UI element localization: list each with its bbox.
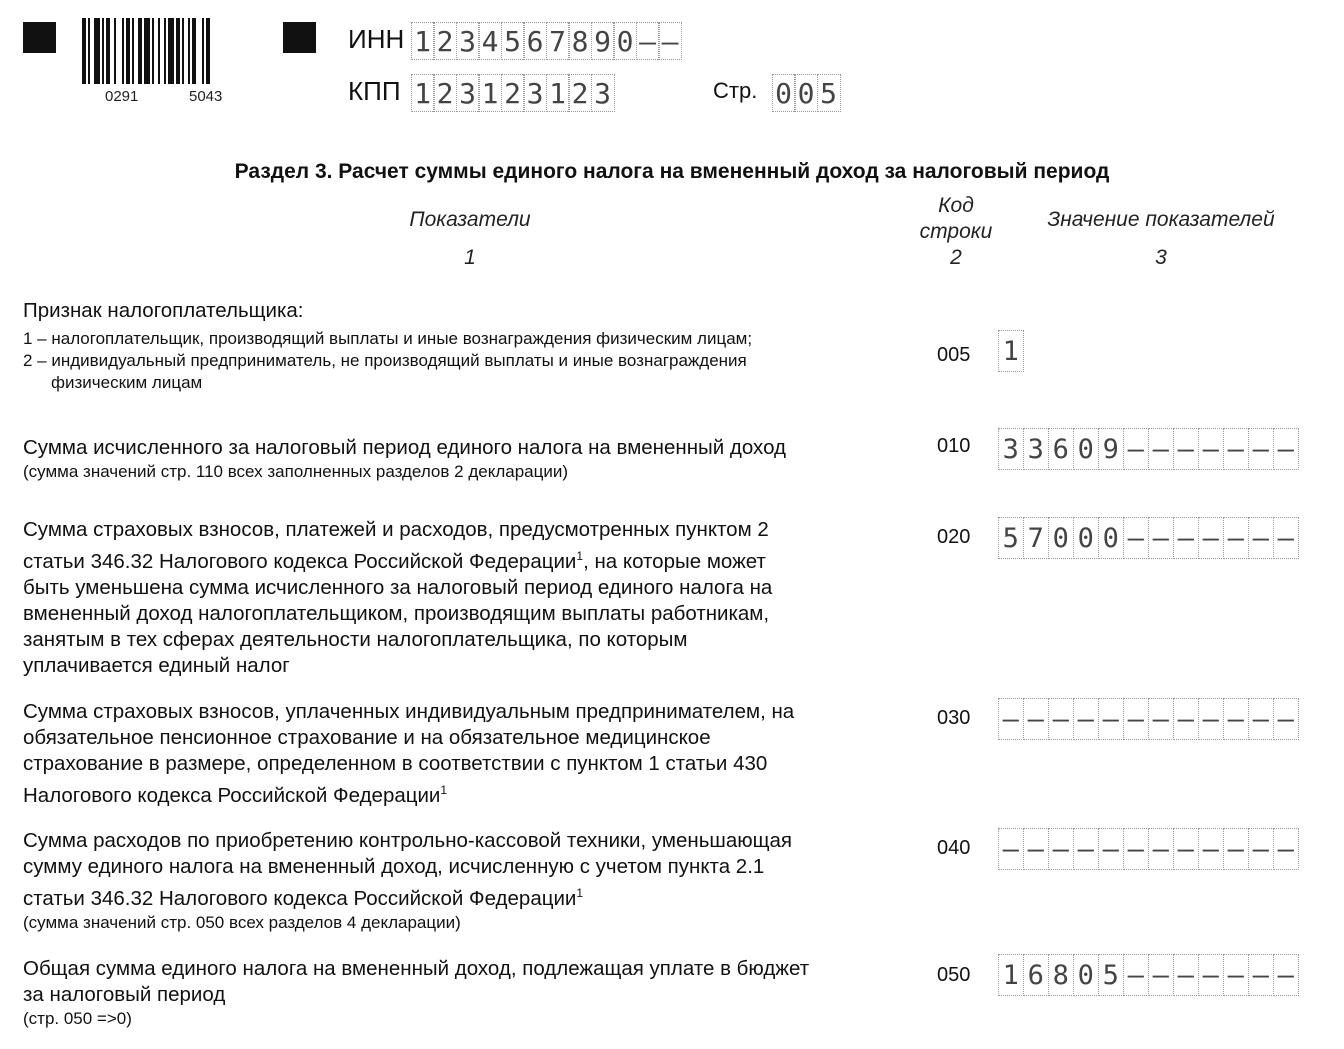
character-cell[interactable]: – (1248, 698, 1275, 740)
row-020-line-4: вмененный доход налогоплательщиком, производящим выплаты работникам, (23, 601, 770, 625)
row-020-line-2-end: , на которые может (583, 549, 766, 573)
character-cell[interactable]: 2 (433, 74, 457, 112)
barcode-bar (106, 18, 110, 84)
row-030-line-4-text: Налогового кодекса Российской Федерации (23, 783, 441, 807)
row-030-line-1: Сумма страховых взносов, уплаченных индивидуальным предпринимателем, на (23, 700, 795, 723)
barcode-bar (82, 18, 86, 84)
character-cell[interactable]: – (1223, 828, 1250, 870)
barcode (82, 18, 262, 84)
character-cell[interactable]: – (1223, 428, 1250, 470)
column-code-heading-2: строки (919, 220, 993, 243)
column-code-number: 2 (950, 246, 962, 269)
character-cell[interactable]: – (1248, 828, 1275, 870)
barcode-bar (168, 18, 174, 84)
corner-marker-right (283, 22, 316, 53)
character-cell[interactable]: 1 (411, 74, 435, 112)
row-030-footnote-mark: 1 (440, 783, 448, 797)
kpp-cells (412, 74, 615, 112)
character-cell[interactable]: 2 (501, 74, 525, 112)
character-cell[interactable]: 9 (591, 22, 615, 60)
row-030-line-4 (23, 777, 794, 809)
character-cell[interactable]: – (1198, 517, 1225, 559)
character-cell[interactable]: 5 (998, 517, 1025, 559)
character-cell[interactable]: 0 (1073, 517, 1100, 559)
character-cell[interactable]: – (998, 828, 1025, 870)
character-cell[interactable]: 0 (794, 74, 818, 112)
character-cell[interactable]: – (1173, 517, 1200, 559)
character-cell[interactable]: 5 (1098, 954, 1125, 996)
character-cell[interactable]: – (998, 698, 1025, 740)
barcode-bar (164, 18, 166, 84)
character-cell[interactable]: 0 (613, 22, 637, 60)
character-cell[interactable]: – (1023, 828, 1050, 870)
barcode-number-right: 5043 (189, 88, 223, 105)
row-030-line-2: обязательное пенсионное страхование и на обязательное медицинское (23, 726, 711, 749)
character-cell[interactable]: – (1098, 828, 1125, 870)
row-005-option-1: 1 – налогоплательщик, производящий выплаты и иные вознаграждения физическим лицам; (23, 329, 753, 348)
section-title: Раздел 3. Расчет суммы единого налога на вмененный доход за налоговый период (234, 160, 1110, 183)
character-cell[interactable]: – (1123, 428, 1150, 470)
character-cell[interactable]: 1 (478, 74, 502, 112)
character-cell[interactable]: – (1148, 698, 1175, 740)
row-005-value-cells[interactable] (999, 330, 1024, 372)
row-020-line-5: занятым в тех сферах деятельности налогоплательщика, по которым (23, 627, 688, 651)
character-cell[interactable]: – (1248, 428, 1275, 470)
character-cell[interactable]: 0 (1048, 517, 1075, 559)
corner-marker-left (23, 22, 56, 53)
row-005-label (23, 298, 752, 394)
row-050-label (23, 956, 809, 1030)
barcode-bar (122, 18, 124, 84)
row-020-line-2-text: статьи 346.32 Налогового кодекса Российской Федерации (23, 549, 577, 573)
character-cell[interactable]: – (1123, 828, 1150, 870)
row-040-code: 040 (937, 837, 971, 859)
character-cell[interactable]: 1 (411, 22, 435, 60)
character-cell[interactable]: – (1198, 428, 1225, 470)
row-020-footnote-mark: 1 (576, 549, 584, 563)
character-cell[interactable]: – (636, 22, 660, 60)
barcode-bar (88, 18, 90, 84)
barcode-number-left: 0291 (105, 88, 139, 105)
character-cell[interactable]: 2 (568, 74, 592, 112)
row-050-note: (стр. 050 =>0) (23, 1009, 132, 1028)
row-040-footnote-mark: 1 (576, 886, 584, 900)
character-cell[interactable]: – (1223, 954, 1250, 996)
character-cell[interactable]: – (1123, 517, 1150, 559)
barcode-bar (126, 18, 130, 84)
character-cell[interactable]: – (1173, 698, 1200, 740)
row-040-label (23, 828, 792, 934)
row-050-line-1: Общая сумма единого налога на вмененный доход, подлежащая уплате в бюджет (23, 957, 810, 980)
character-cell[interactable]: 5 (501, 22, 525, 60)
character-cell[interactable]: 6 (1048, 428, 1075, 470)
character-cell[interactable]: – (1273, 698, 1300, 740)
character-cell[interactable]: – (1073, 828, 1100, 870)
character-cell[interactable]: – (1148, 517, 1175, 559)
row-050-line-2: за налоговый период (23, 983, 226, 1006)
character-cell[interactable]: – (1198, 828, 1225, 870)
character-cell[interactable]: 2 (433, 22, 457, 60)
character-cell[interactable]: – (1198, 954, 1225, 996)
column-indicators-heading: Показатели (409, 208, 531, 231)
character-cell[interactable]: 8 (1048, 954, 1075, 996)
character-cell[interactable]: 0 (1098, 517, 1125, 559)
row-020-value-cells[interactable] (999, 517, 1299, 559)
barcode-bar (114, 18, 116, 84)
row-050-value-cells[interactable] (999, 954, 1299, 996)
barcode-bar (182, 18, 184, 84)
character-cell[interactable]: 1 (998, 330, 1025, 372)
character-cell[interactable]: – (1273, 954, 1300, 996)
character-cell[interactable]: 1 (998, 954, 1025, 996)
barcode-bar (94, 18, 100, 84)
character-cell[interactable]: – (1173, 828, 1200, 870)
row-010-label (23, 435, 786, 483)
row-010-value-cells[interactable] (999, 428, 1299, 470)
character-cell[interactable]: – (1223, 698, 1250, 740)
row-010-note: (сумма значений стр. 110 всех заполненных разделов 2 декларации) (23, 462, 568, 481)
row-010-text: Сумма исчисленного за налоговый период единого налога на вмененный доход (23, 436, 786, 459)
column-code-heading-1: Код (938, 194, 974, 217)
character-cell[interactable]: – (1273, 828, 1300, 870)
row-040-line-2: сумму единого налога на вмененный доход, исчисленную с учетом пункта 2.1 (23, 855, 765, 878)
character-cell[interactable]: 7 (546, 22, 570, 60)
character-cell[interactable]: 5 (817, 74, 841, 112)
character-cell[interactable]: – (1123, 698, 1150, 740)
row-040-note: (сумма значений стр. 050 всех разделов 4 декларации) (23, 912, 461, 932)
character-cell[interactable]: – (1148, 828, 1175, 870)
row-020-line-2 (23, 543, 772, 575)
row-020-line-6: уплачивается единый налог (23, 653, 290, 677)
character-cell[interactable]: – (1273, 428, 1300, 470)
barcode-bar (144, 18, 150, 84)
row-020-code: 020 (937, 526, 971, 548)
character-cell[interactable]: 3 (456, 22, 480, 60)
column-value-number: 3 (1155, 246, 1167, 269)
character-cell[interactable]: – (1248, 517, 1275, 559)
page-label: Стр. (713, 78, 758, 103)
character-cell[interactable]: 3 (591, 74, 615, 112)
character-cell[interactable]: – (1273, 517, 1300, 559)
character-cell[interactable]: 1 (546, 74, 570, 112)
column-indicators-number: 1 (464, 246, 476, 269)
character-cell[interactable]: – (1198, 698, 1225, 740)
row-040-value-cells[interactable] (999, 828, 1299, 870)
character-cell[interactable]: 6 (523, 22, 547, 60)
character-cell[interactable]: 4 (478, 22, 502, 60)
barcode-bar (206, 18, 210, 84)
barcode-bar (152, 18, 154, 84)
barcode-bar (188, 18, 190, 84)
character-cell[interactable]: 8 (568, 22, 592, 60)
character-cell[interactable]: 6 (1023, 954, 1050, 996)
row-040-line-3 (23, 880, 792, 912)
barcode-bar (102, 18, 104, 84)
row-005-code: 005 (937, 344, 971, 366)
character-cell[interactable]: – (1123, 954, 1150, 996)
character-cell[interactable]: 3 (523, 74, 547, 112)
character-cell[interactable]: – (1023, 698, 1050, 740)
barcode-bar (202, 18, 204, 84)
character-cell[interactable]: – (658, 22, 682, 60)
row-005-option-2: 2 – индивидуальный предприниматель, не производящий выплаты и иные вознаграждения (23, 351, 747, 370)
inn-cells (412, 22, 682, 60)
character-cell[interactable]: – (1148, 954, 1175, 996)
row-050-code: 050 (937, 964, 971, 986)
character-cell[interactable]: – (1098, 698, 1125, 740)
page-cells (773, 74, 841, 112)
barcode-bar (176, 18, 180, 84)
character-cell[interactable]: 9 (1098, 428, 1125, 470)
character-cell[interactable]: – (1048, 828, 1075, 870)
row-030-label (23, 699, 794, 809)
row-040-line-3-text: статьи 346.32 Налогового кодекса Российской Федерации (23, 886, 577, 910)
row-040-line-1: Сумма расходов по приобретению контрольно-кассовой техники, уменьшающая (23, 829, 792, 852)
barcode-bar (158, 18, 160, 84)
row-020-label (23, 517, 772, 679)
column-value-heading: Значение показателей (1047, 208, 1275, 231)
barcode-bar (138, 18, 142, 84)
row-030-value-cells[interactable] (999, 698, 1299, 740)
character-cell[interactable]: 3 (456, 74, 480, 112)
row-005-heading: Признак налогоплательщика: (23, 299, 304, 322)
character-cell[interactable]: 0 (1073, 954, 1100, 996)
character-cell[interactable]: 0 (772, 74, 796, 112)
inn-label: ИНН (348, 24, 405, 54)
row-020-line-3: быть уменьшена сумма исчисленного за налоговый период единого налога на (23, 575, 773, 599)
row-010-code: 010 (937, 435, 971, 457)
character-cell[interactable]: – (1248, 954, 1275, 996)
character-cell[interactable]: – (1048, 698, 1075, 740)
row-030-line-3: страхование в размере, определенном в соответствии с пунктом 1 статьи 430 (23, 752, 768, 775)
barcode-bar (132, 18, 134, 84)
row-020-line-1: Сумма страховых взносов, платежей и расходов, предусмотренных пунктом 2 (23, 518, 769, 541)
character-cell[interactable]: 0 (1073, 428, 1100, 470)
character-cell[interactable]: 7 (1023, 517, 1050, 559)
kpp-label: КПП (348, 76, 401, 106)
character-cell[interactable]: 3 (1023, 428, 1050, 470)
character-cell[interactable]: – (1223, 517, 1250, 559)
barcode-bar (192, 18, 196, 84)
row-005-option-2-cont: физическим лицам (51, 373, 203, 392)
character-cell[interactable]: – (1173, 954, 1200, 996)
character-cell[interactable]: 3 (998, 428, 1025, 470)
row-030-code: 030 (937, 707, 971, 729)
character-cell[interactable]: – (1148, 428, 1175, 470)
character-cell[interactable]: – (1073, 698, 1100, 740)
character-cell[interactable]: – (1173, 428, 1200, 470)
